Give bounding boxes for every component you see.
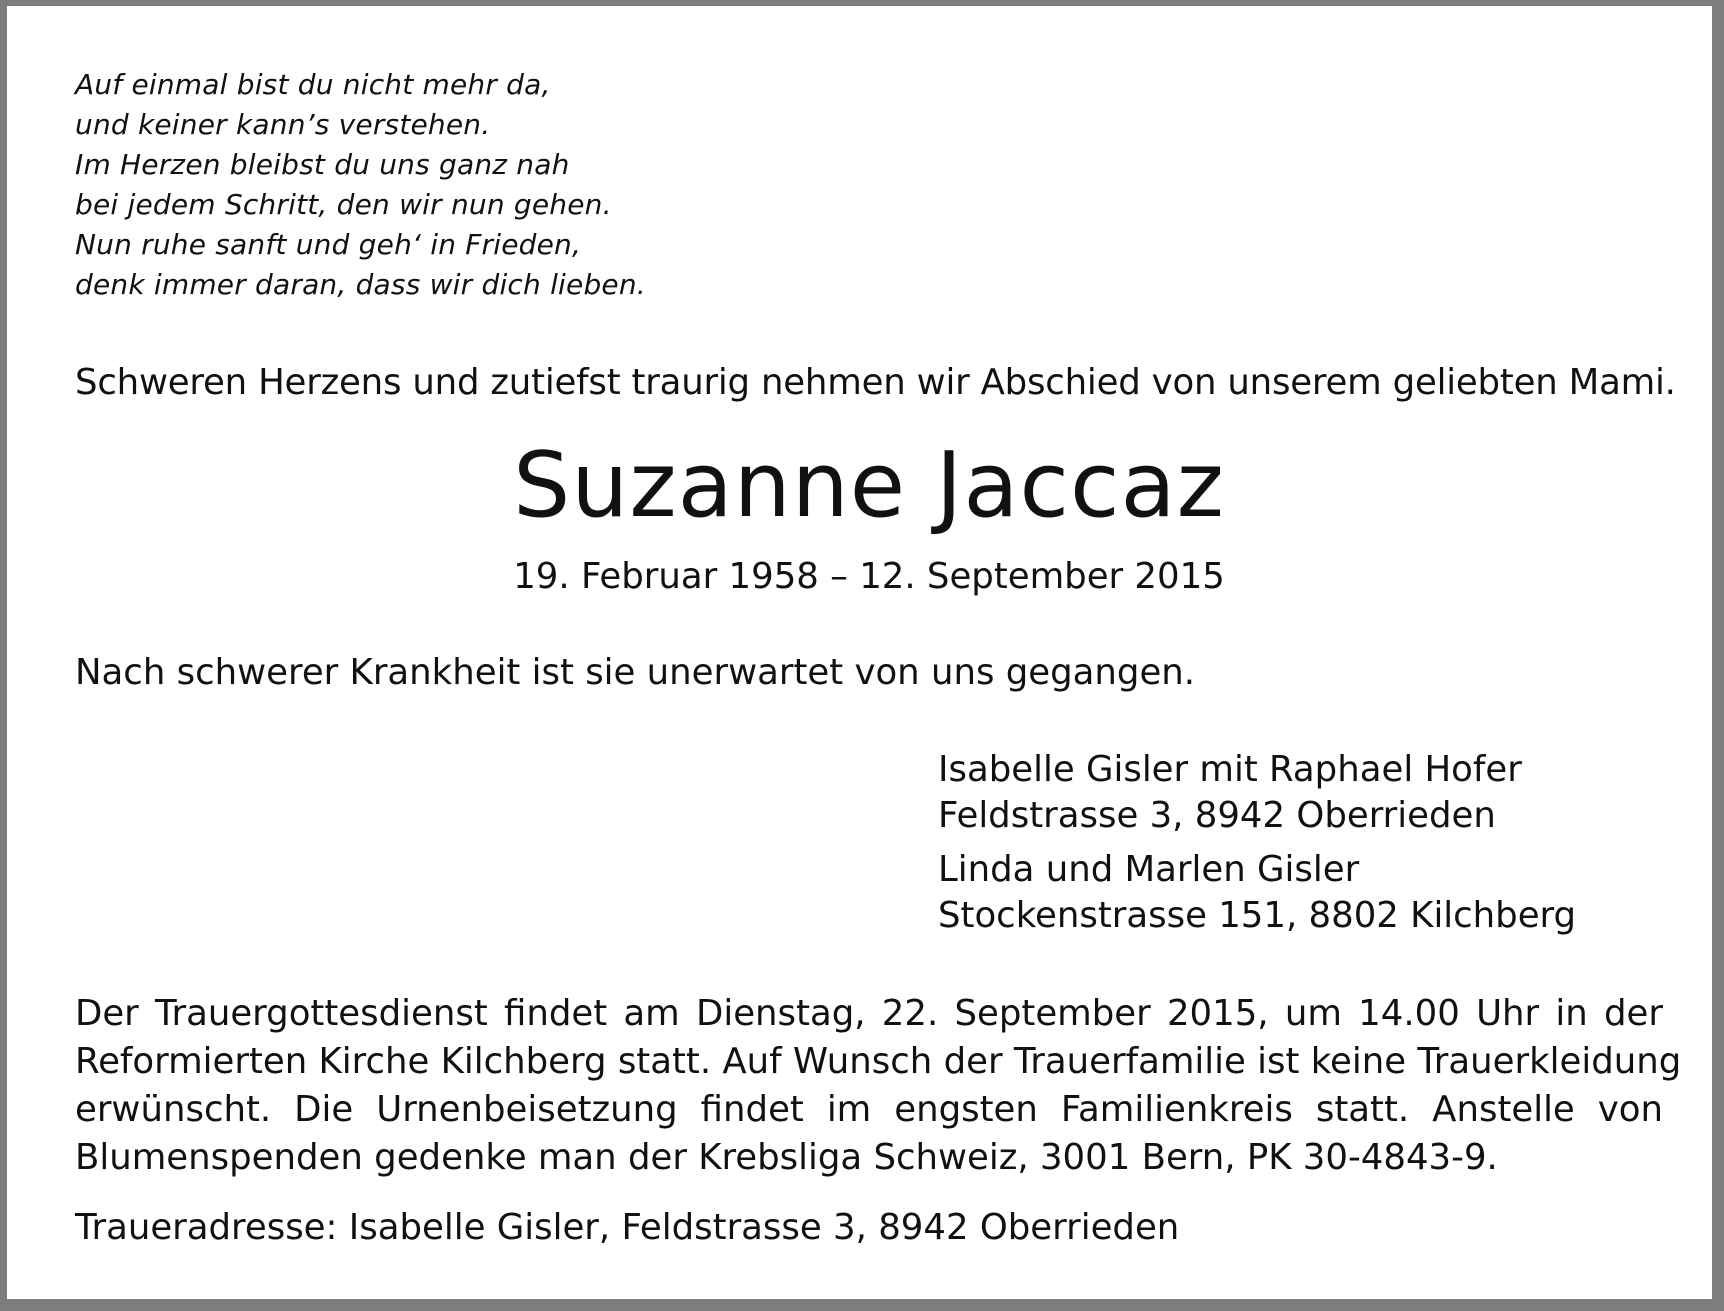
poem — [75, 65, 646, 305]
poem-line: Im Herzen bleibst du uns ganz nah — [75, 148, 570, 181]
service-line: Reformierten Kirche Kilchberg statt. Auf Wunsch der Trauerfamilie ist keine Trauerkleidung — [75, 1041, 1682, 1082]
service-details — [75, 990, 1682, 1182]
mourner-address: Stockenstrasse 151, 8802 Kilchberg — [938, 895, 1577, 936]
poem-line: Auf einmal bist du nicht mehr da, — [75, 68, 551, 101]
poem-line: und keiner kann’s verstehen. — [75, 108, 491, 141]
mourner-address: Feldstrasse 3, 8942 Oberrieden — [938, 795, 1496, 836]
mourner-entry — [938, 747, 1576, 839]
service-line: Blumenspenden gedenke man der Krebsliga Schweiz, 3001 Bern, PK 30-4843-9. — [75, 1137, 1498, 1178]
mourner-entry — [938, 847, 1576, 939]
mourner-names: Isabelle Gisler mit Raphael Hofer — [938, 749, 1522, 790]
poem-line: bei jedem Schritt, den wir nun gehen. — [75, 188, 612, 221]
life-dates: 19. Februar 1958 – 12. September 2015 — [513, 556, 1225, 597]
mourning-address: Traueradresse: Isabelle Gisler, Feldstrasse 3, 8942 Oberrieden — [75, 1207, 1180, 1248]
intro-text: Schweren Herzens und zutiefst traurig nehmen wir Abschied von unserem geliebten Mami. — [75, 362, 1676, 403]
poem-line: denk immer daran, dass wir dich lieben. — [75, 268, 646, 301]
service-line: Der Trauergottesdienst findet am Dienstag, 22. September 2015, um 14.00 Uhr in der — [75, 993, 1663, 1034]
poem-line: Nun ruhe sanft und geh‘ in Frieden, — [75, 228, 582, 261]
mourner-names: Linda und Marlen Gisler — [938, 849, 1360, 890]
passing-note: Nach schwerer Krankheit ist sie unerwartet von uns gegangen. — [75, 652, 1196, 693]
service-line: erwünscht. Die Urnenbeisetzung findet im engsten Familienkreis statt. Anstelle von — [75, 1089, 1663, 1130]
mourners-list — [938, 747, 1576, 947]
deceased-name: Suzanne Jaccaz — [513, 433, 1225, 538]
